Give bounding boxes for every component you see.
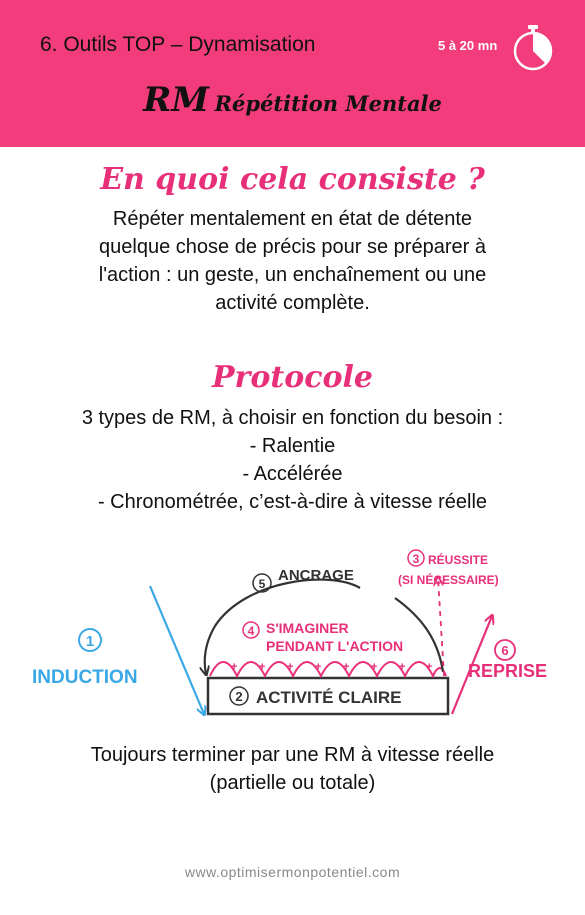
conclusion-text <box>0 741 585 797</box>
protocol-line: - Chronométrée, c’est-à-dire à vitesse réelle <box>97 491 488 513</box>
step-4-number: 4 <box>247 624 255 638</box>
intro-line: quelque chose de précis pour se préparer à <box>99 236 486 258</box>
section-title: 6. Outils TOP – Dynamisation <box>40 33 316 56</box>
protocol-line: - Ralentie <box>249 435 336 457</box>
duration-label: 5 à 20 mn <box>438 38 498 53</box>
protocol-heading: Protocole <box>211 360 373 395</box>
footer-url: www.optimisermonpotentiel.com <box>184 864 401 880</box>
conclusion-line: (partielle ou totale) <box>209 772 376 794</box>
protocol-text <box>0 404 585 516</box>
svg-text:+: + <box>259 661 266 673</box>
intro-line: activité complète. <box>215 292 370 314</box>
step-1-number: 1 <box>85 633 95 650</box>
header-banner <box>0 0 585 147</box>
intro-line: l'action : un geste, un enchaînement ou une <box>98 264 487 286</box>
svg-text:+: + <box>371 661 378 673</box>
method-abbr: RM <box>143 80 209 120</box>
step-2-number: 2 <box>235 689 243 704</box>
svg-text:+: + <box>231 661 238 673</box>
intro-text <box>0 205 585 317</box>
svg-text:+: + <box>426 661 433 673</box>
protocol-line: 3 types de RM, à choisir en fonction du besoin : <box>81 407 504 429</box>
step-5-number: 5 <box>258 577 266 591</box>
step-3-label-1: RÉUSSITE <box>428 553 489 567</box>
step-3-label-2: (SI NÉCESSAIRE) <box>398 573 499 587</box>
action-bumps <box>210 662 446 676</box>
method-name: Répétition Mentale <box>214 91 442 116</box>
intro-line: Répéter mentalement en état de détente <box>112 208 473 230</box>
conclusion-line: Toujours terminer par une RM à vitesse réelle <box>90 744 495 766</box>
step-2-label: ACTIVITÉ CLAIRE <box>256 688 402 707</box>
step-4-label-2: PENDANT L'ACTION <box>266 638 404 654</box>
stopwatch-icon <box>510 24 556 72</box>
svg-text:+: + <box>287 661 294 673</box>
intro-heading: En quoi cela consiste ? <box>100 162 485 197</box>
step-6-label: REPRISE <box>468 661 548 681</box>
svg-text:+: + <box>343 661 350 673</box>
svg-text:+: + <box>399 661 406 673</box>
method-title <box>0 80 585 120</box>
step-1-label: INDUCTION <box>32 667 138 688</box>
step-6-number: 6 <box>501 643 509 658</box>
step-4-label-1: S'IMAGINER <box>266 620 349 636</box>
svg-text:+: + <box>315 661 322 673</box>
protocol-line: - Accélérée <box>242 463 343 485</box>
protocol-diagram <box>0 528 585 733</box>
induction-arrow <box>150 586 204 714</box>
step-3-number: 3 <box>412 552 420 566</box>
step-5-label: ANCRAGE <box>278 567 354 584</box>
